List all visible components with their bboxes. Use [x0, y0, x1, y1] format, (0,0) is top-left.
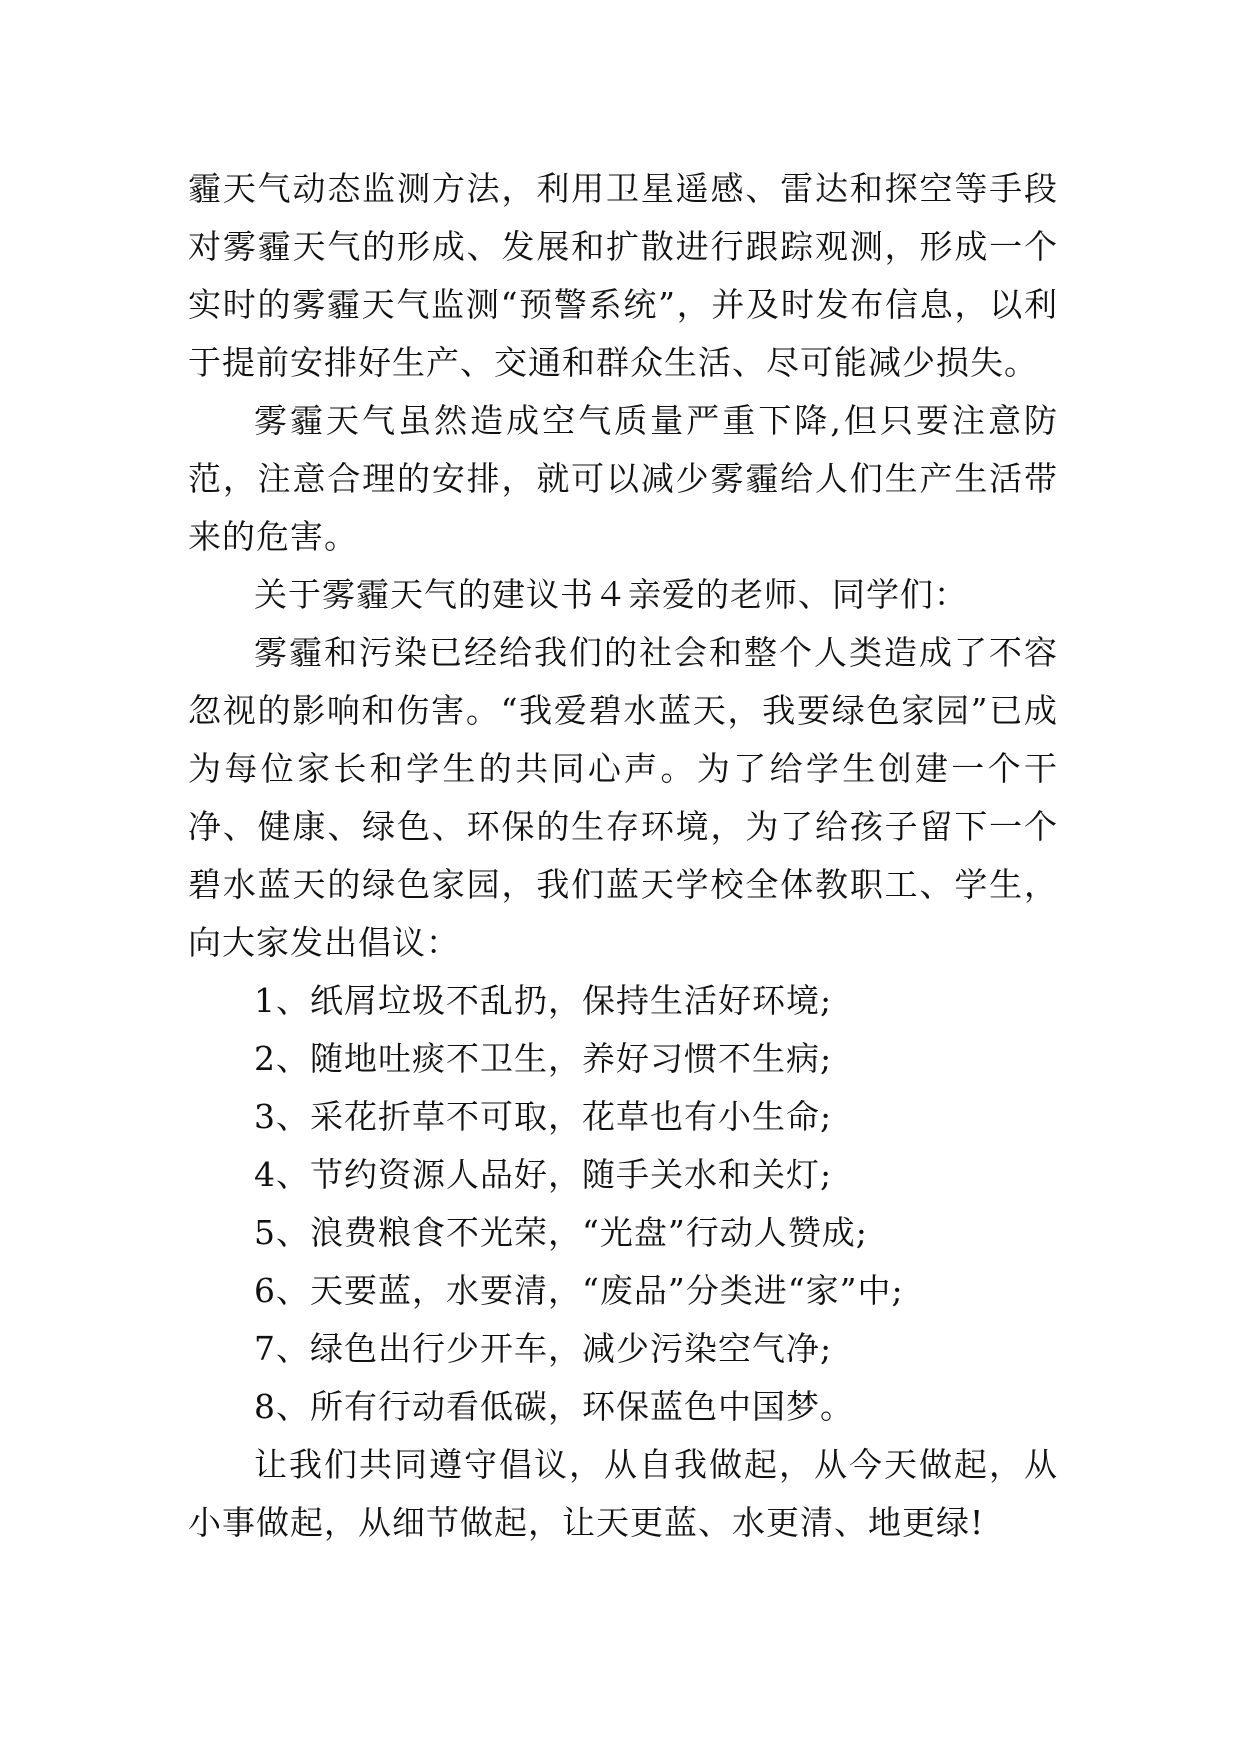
- list-item: 1、纸屑垃圾不乱扔，保持生活好环境;: [254, 981, 833, 1020]
- list-item: 3、采花折草不可取，花草也有小生命;: [254, 1097, 833, 1136]
- paragraph-closing: 让我们共同遵守倡议，从自我做起，从今天做起，从小事做起，从细节做起，让天更蓝、水更清、地更绿!: [188, 1445, 1058, 1542]
- paragraph-proposal-heading: 关于雾霾天气的建议书４亲爱的老师、同学们：: [254, 575, 968, 614]
- list-item: 8、所有行动看低碳，环保蓝色中国梦。: [254, 1387, 854, 1426]
- paragraph-proposal-intro: 雾霾和污染已经给我们的社会和整个人类造成了不容忽视的影响和伤害。“我爱碧水蓝天，我要绿色家园”已成为每位家长和学生的共同心声。为了给学生创建一个干净、健康、绿色、环保的生存环境，为了给孩子留下一个碧水蓝天的绿色家园，我们蓝天学校全体教职工、学生，向大家发出倡议：: [188, 633, 1058, 962]
- list-item: 6、天要蓝，水要清，“废品”分类进“家”中;: [254, 1271, 904, 1310]
- list-item: 4、节约资源人品好，随手关水和关灯;: [254, 1155, 833, 1194]
- paragraph-prevention: 雾霾天气虽然造成空气质量严重下降,但只要注意防范，注意合理的安排，就可以减少雾霾给人们生产生活带来的危害。: [188, 401, 1058, 556]
- proposal-list: [188, 972, 1058, 1436]
- document-body: [188, 160, 1058, 1552]
- list-item: 7、绿色出行少开车，减少污染空气净;: [254, 1329, 833, 1368]
- list-item: 2、随地吐痰不卫生，养好习惯不生病;: [254, 1039, 833, 1078]
- list-item: 5、浪费粮食不光荣，“光盘”行动人赞成;: [254, 1213, 868, 1252]
- paragraph-monitoring: 霾天气动态监测方法，利用卫星遥感、雷达和探空等手段对雾霾天气的形成、发展和扩散进行跟踪观测，形成一个实时的雾霾天气监测“预警系统”，并及时发布信息，以利于提前安排好生产、交通和群众生活、尽可能减少损失。: [188, 169, 1058, 382]
